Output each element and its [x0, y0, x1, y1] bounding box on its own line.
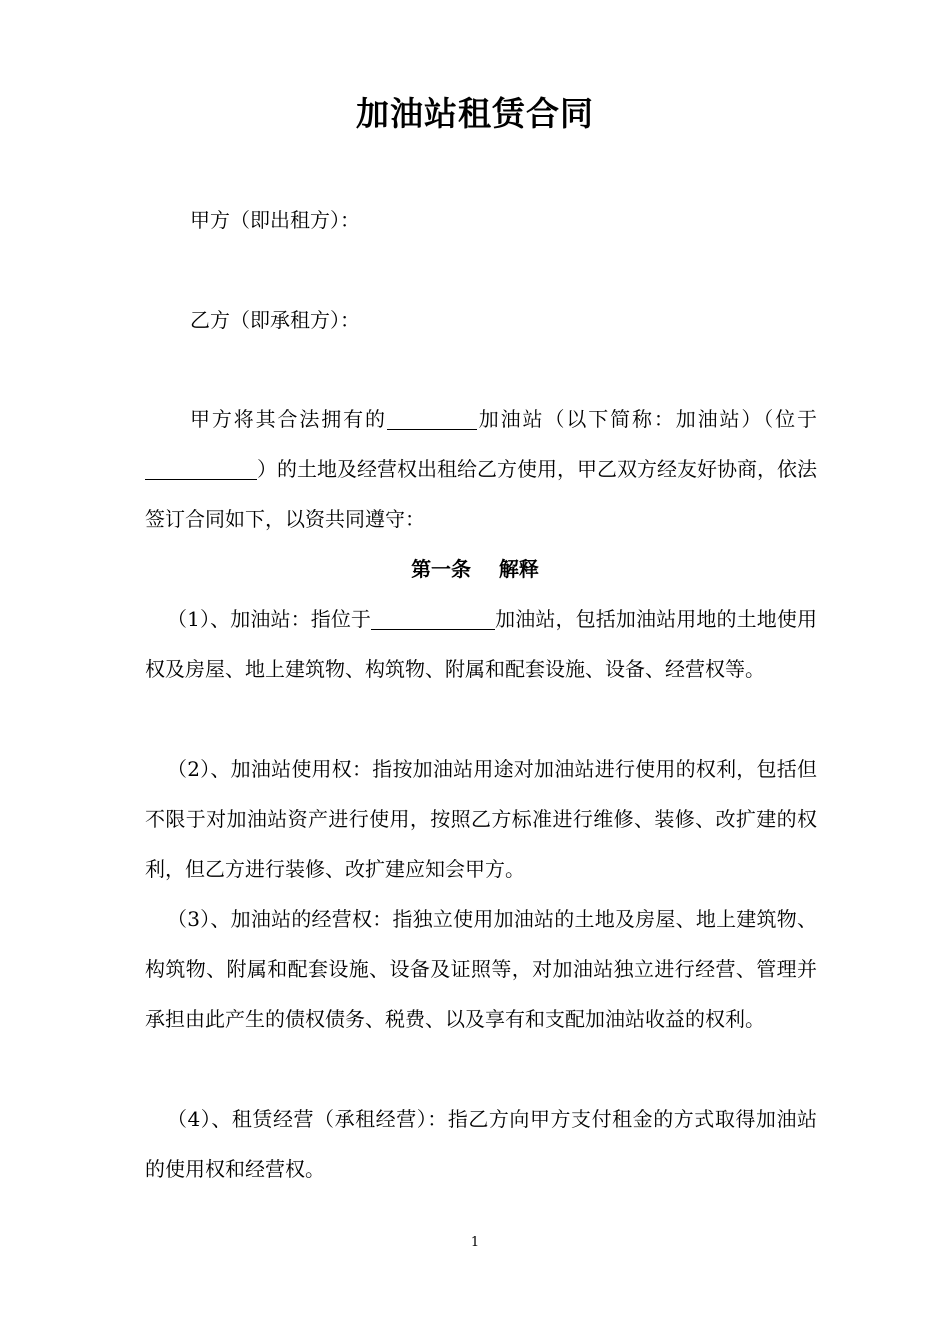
party-b-line: 乙方（即承租方）： [190, 308, 360, 332]
document-title: 加油站租赁合同 [356, 94, 594, 133]
clause-1-text-1: （1）、加油站：指位于 [167, 607, 372, 631]
page-number: 1 [470, 1235, 480, 1250]
clause-2-paragraph: （2）、加油站使用权：指按加油站用途对加油站进行使用的权利，包括但不限于对加油站资产进行使用，按照乙方标准进行维修、装修、改扩建的权利，但乙方进行装修、改扩建应知会甲方。 [145, 757, 817, 881]
clause-1-location-blank [371, 607, 495, 630]
station-location-blank [145, 457, 257, 480]
clause-1-paragraph [145, 594, 817, 694]
clause-1-text-2: 加油站，包括加油站用地的土地使用权及房屋、地上建筑物、构筑物、附属和配套设施、设备、经营权等。 [145, 607, 817, 681]
preamble-text-2: 加油站（以下简称：加油站）（位于 [476, 407, 818, 431]
clause-4-paragraph: （4）、租赁经营（承租经营）：指乙方向甲方支付租金的方式取得加油站的使用权和经营权。 [145, 1107, 817, 1181]
preamble-text-1: 甲方将其合法拥有的 [190, 407, 387, 431]
clause-3-paragraph: （3）、加油站的经营权：指独立使用加油站的土地及房屋、地上建筑物、构筑物、附属和配套设施、设备及证照等，对加油站独立进行经营、管理并承担由此产生的债权债务、税费、以及享有和支配加油站收益的权利。 [145, 907, 817, 1031]
preamble-paragraph [145, 394, 817, 544]
party-a-line: 甲方（即出租方）： [190, 208, 360, 232]
preamble-text-3: ）的土地及经营权出租给乙方使用，甲乙双方经友好协商，依法签订合同如下，以资共同遵守： [145, 457, 817, 531]
article-1-heading: 第一条 解释 [411, 557, 539, 581]
station-name-blank [387, 407, 477, 430]
